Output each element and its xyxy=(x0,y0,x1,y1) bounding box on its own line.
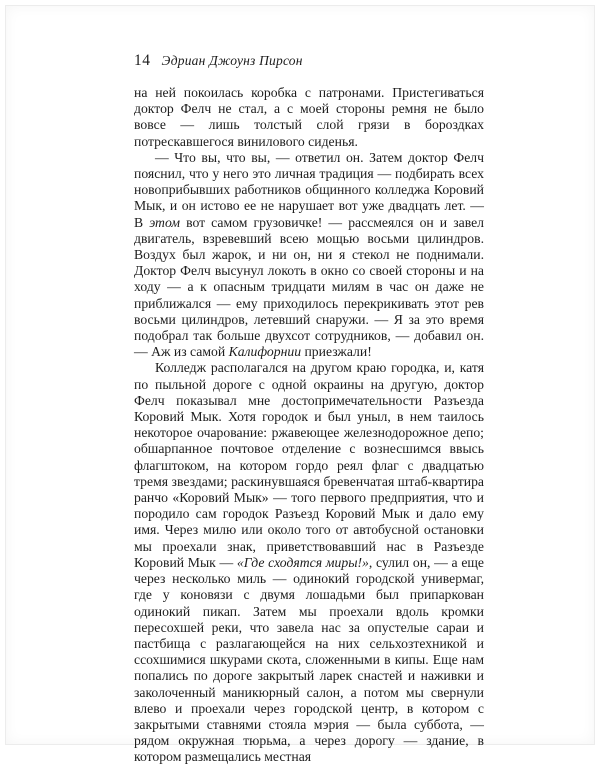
text-run: — Что вы, что вы, — ответил он. Затем доктор Фелч пояснил, что у него это личная традиция — подбирать всех новоприбывших работников общинного колледжа Коровий Мык, и он истово ее не нарушает вот уже двадцать лет. — В xyxy=(134,149,484,230)
book-page xyxy=(5,5,595,765)
italic-text-run: «Где сходятся миры!» xyxy=(236,554,369,570)
paragraph xyxy=(134,150,484,361)
italic-text-run: этом xyxy=(149,214,180,230)
paragraph xyxy=(134,85,484,150)
running-head xyxy=(134,52,484,70)
page-number: 14 xyxy=(134,52,151,69)
italic-text-run: Калифорнии xyxy=(228,344,302,360)
body-text xyxy=(134,85,484,766)
text-run: вот самом грузовичке! — рассмеялся он и завел двигатель, взревевший всею мощью восьми цилиндров. Воздух был жарок, и ни он, ни я стекол не поднимали. Доктор Фелч высунул локоть в окно со своей стороны и на ходу — а к опасным тридцати милям в час он даже не приближался — ему приходилось перекрикивать этот рев восьми цилиндров, летевший снаружи. — Я за это время подобрал так больше двухсот сотрудников, — добавил он. — Аж из самой xyxy=(134,214,484,360)
text-run: на ней покоилась коробка с патронами. Пристегиваться доктор Фелч не стал, а с моей стороны ремня не было вовсе — лишь толстый слой грязи в бороздках потрескавшегося винилового сиденья. xyxy=(134,85,484,149)
running-head-author: Эдриан Джоунз Пирсон xyxy=(161,53,303,68)
text-run: , сулил он, — а еще через несколько миль — одинокий городской универмаг, где у коновязи с двумя лошадьми был припаркован одинокий пикап. Затем мы проехали вдоль кромки пересохшей реки, что завела нас за опустелые сараи и пастбища с разлагающейся на них сельхозтехникой и ссохшимися шкурами скота, сложенными в кипы. Еще нам попались по дороге закрытый ларек снастей и наживки и заколоченный маникюрный салон, а потом мы свернули влево и проехали через городской центр, в котором с закрытыми ставнями стояла мэрия — была суббота, — рядом окружная тюрьма, а через дорогу — здание, в котором размещались местная xyxy=(134,554,485,765)
text-run: приезжали! xyxy=(301,344,372,360)
paragraph xyxy=(134,360,484,765)
text-run: Колледж располагался на другом краю городка, и, катя по пыльной дороге с одной окраины на другую, доктор Фелч показывал мне достопримечательности Разъезда Коровий Мык. Хотя городок и был уныл, в нем таилось некоторое очарование: ржавеющее железнодорожное депо; обшарпанное почтовое отделение с вознесшимся ввысь флагштоком, на котором гордо реял флаг с двадцатью тремя звездами; раскинувшаяся бревенчатая штаб-квартира ранчо «Коровий Мык» — того первого предприятия, что и породило сам городок Разъезд Коровий Мык и дало ему имя. Через милю или около того от автобусной остановки мы проехали знак, приветствовавший нас в Разъезде Коровий Мык — xyxy=(134,360,484,570)
